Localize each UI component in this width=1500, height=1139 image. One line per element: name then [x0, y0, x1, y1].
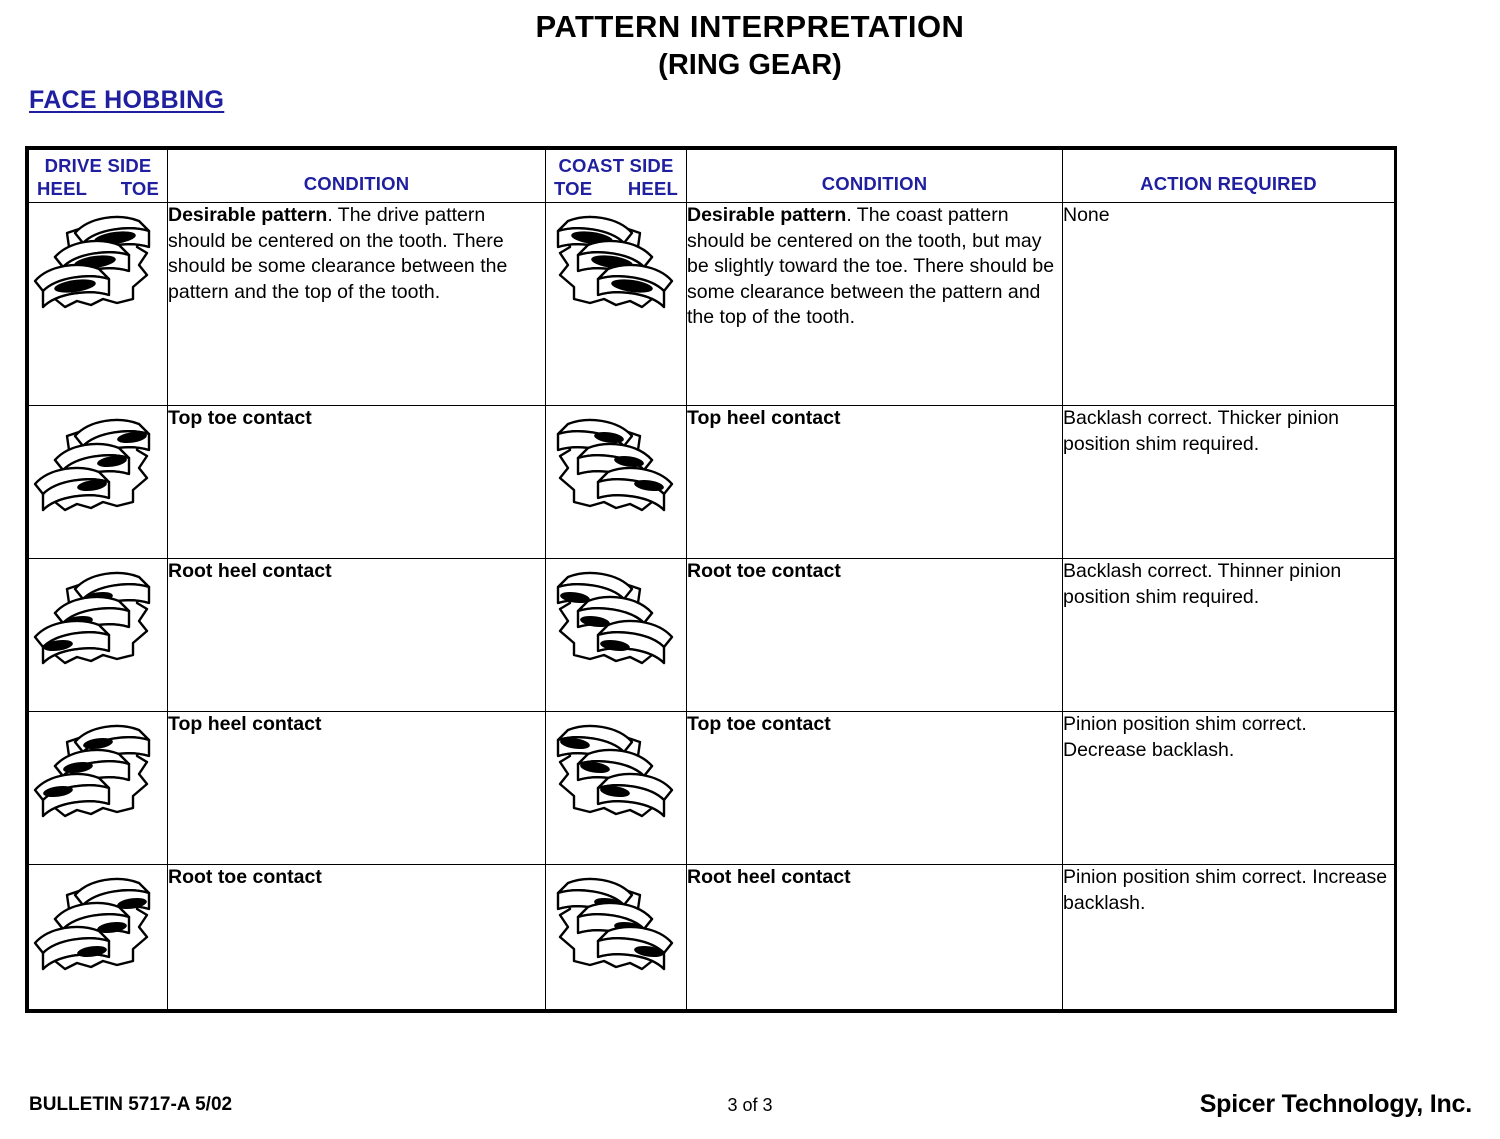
action-required-cell: Backlash correct. Thinner pinion position shim required. — [1063, 559, 1395, 712]
table-row — [29, 865, 1395, 1010]
page-subtitle: (RING GEAR) — [658, 49, 842, 81]
pattern-interpretation-table-wrapper — [25, 146, 1397, 1013]
ring-gear-teeth-top-toe-pattern-icon — [29, 406, 168, 559]
action-required-cell: Backlash correct. Thicker pinion position shim required. — [1063, 406, 1395, 559]
page-title: PATTERN INTERPRETATION — [535, 9, 965, 44]
header-drive-side-label: DRIVE SIDE — [44, 155, 152, 176]
header-drive-condition — [168, 150, 546, 203]
coast-condition-cell — [687, 203, 1063, 406]
page-footer — [0, 1090, 1500, 1126]
ring-gear-teeth-top-heel-pattern-icon — [29, 712, 168, 865]
ring-gear-teeth-top-heel-pattern-icon — [546, 406, 687, 559]
ring-gear-teeth-centered-pattern-icon — [29, 203, 168, 406]
table-body — [29, 203, 1395, 1010]
footer-company-name: Spicer Technology, Inc. — [1199, 1090, 1472, 1118]
pattern-interpretation-table — [28, 149, 1395, 1010]
coast-condition-text: . The coast pattern should be centered on the tooth, but may be slightly toward the toe. There should be some clearance between the pattern and the top of the tooth. — [687, 204, 1055, 328]
header-drive-side — [29, 150, 168, 203]
header-coast-condition-label: CONDITION — [821, 173, 928, 194]
drive-condition-label: Root toe contact — [168, 865, 546, 1010]
coast-condition-label: Root toe contact — [687, 559, 1063, 712]
drive-condition-label: Top heel contact — [168, 712, 546, 865]
ring-gear-teeth-root-toe-pattern-icon — [29, 865, 168, 1010]
coast-condition-label: Top toe contact — [687, 712, 1063, 865]
action-required-cell: None — [1063, 203, 1395, 406]
drive-condition-label: Top toe contact — [168, 406, 546, 559]
coast-condition-label: Top heel contact — [687, 406, 1063, 559]
coast-condition-title: Desirable pattern — [687, 204, 847, 226]
coast-condition-label: Root heel contact — [687, 865, 1063, 1010]
header-coast-side-label: COAST SIDE — [558, 155, 674, 176]
action-required-cell: Pinion position shim correct. Increase backlash. — [1063, 865, 1395, 1010]
drive-condition-text: . The drive pattern should be centered on the tooth. There should be some clearance between the pattern and the top of the tooth. — [168, 204, 508, 303]
drive-condition-title: Desirable pattern — [168, 204, 328, 226]
page-title-block — [0, 8, 1500, 84]
footer-bulletin-number: BULLETIN 5717-A 5/02 — [29, 1094, 233, 1115]
table-row — [29, 712, 1395, 865]
header-coast-toe-label: TOE — [554, 178, 593, 199]
table-row — [29, 559, 1395, 712]
drive-condition-cell — [168, 203, 546, 406]
action-required-cell: Pinion position shim correct. Decrease backlash. — [1063, 712, 1395, 865]
table-row — [29, 406, 1395, 559]
ring-gear-teeth-root-toe-pattern-icon — [546, 559, 687, 712]
ring-gear-teeth-root-heel-pattern-icon — [29, 559, 168, 712]
header-coast-condition — [687, 150, 1063, 203]
header-action-required — [1063, 150, 1395, 203]
table-row — [29, 203, 1395, 406]
section-heading-face-hobbing: FACE HOBBING — [29, 86, 225, 114]
footer-page-number: 3 of 3 — [727, 1095, 773, 1115]
header-coast-heel-label: HEEL — [627, 178, 678, 199]
drive-condition-label: Root heel contact — [168, 559, 546, 712]
ring-gear-teeth-top-toe-pattern-icon — [546, 712, 687, 865]
ring-gear-teeth-centered-pattern-icon — [546, 203, 687, 406]
header-action-required-label: ACTION REQUIRED — [1140, 173, 1317, 194]
header-drive-toe-label: TOE — [120, 178, 159, 199]
table-header-row — [29, 150, 1395, 203]
header-drive-condition-label: CONDITION — [303, 173, 410, 194]
header-coast-side — [546, 150, 687, 203]
ring-gear-teeth-root-heel-pattern-icon — [546, 865, 687, 1010]
header-drive-heel-label: HEEL — [37, 178, 88, 199]
